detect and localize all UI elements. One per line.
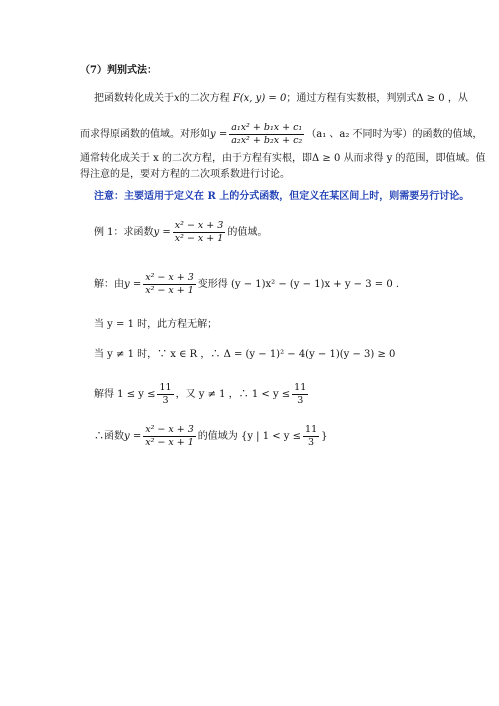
para1-prefix: 把函数转化成关于 (94, 93, 174, 104)
para2-denominator: a₂x² + b₂x + c₂ (231, 135, 303, 146)
para2-fraction (229, 122, 304, 147)
paragraph-3: 通常转化成关于 x 的二次方程，由于方程有实根，即Δ ≥ 0 从而求得 y 的范围，即值域。值 (80, 153, 486, 164)
solve-den-2: 3 (297, 395, 304, 406)
conclusion-numerator: x² − x + 3 (145, 424, 194, 435)
conclusion-num-2: 11 (305, 424, 318, 435)
conclusion-end: } (321, 431, 328, 442)
example-denominator: x² − x + 1 (174, 233, 224, 244)
example-1 (94, 220, 267, 245)
solve-prefix: 解得 1 ≤ y ≤ (94, 389, 156, 400)
para1-equation: F(x, y) = 0 (232, 93, 287, 104)
solution-lhs: y = (124, 279, 142, 290)
para1-mid: 的二次方程 (179, 93, 230, 104)
paragraph-1 (94, 92, 468, 106)
para2-suffix: （a₁ 、a₂ 不同时为零）的函数的值域， (306, 129, 483, 140)
para1-suffix: ；通过方程有实数根，判别式Δ ≥ 0 ，从 (286, 93, 468, 104)
para2-prefix: 而求得原函数的值域。对形如 (80, 129, 210, 140)
conclusion-lhs: y = (124, 431, 142, 442)
example-numerator: x² − x + 3 (174, 220, 224, 231)
solve-fraction-1 (157, 382, 173, 407)
solve-num-1: 11 (159, 382, 172, 393)
conclusion-line (94, 424, 328, 449)
para2-lhs: y = (210, 129, 228, 140)
solution-prefix: 解：由 (94, 279, 124, 290)
conclusion-fraction-2 (303, 424, 319, 449)
para2-numerator: a₁x² + b₁x + c₁ (231, 122, 303, 133)
note-text: 注意：主要适用于定义在 R 上的分式函数，但定义在某区间上时，则需要另行讨论。 (94, 191, 470, 202)
solution-fraction (143, 272, 196, 297)
solve-num-2: 11 (294, 382, 307, 393)
conclusion-fraction (143, 424, 196, 449)
conclusion-denominator: x² − x + 1 (145, 437, 194, 448)
solve-mid: ，又 y ≠ 1 ，∴ 1 < y ≤ (175, 389, 291, 400)
case-y-equals-1: 当 y = 1 时，此方程无解； (94, 319, 218, 330)
example-lhs: y = (153, 227, 171, 238)
conclusion-mid: 的值域为 {y | 1 < y ≤ (197, 431, 302, 442)
solve-den-1: 3 (162, 395, 169, 406)
case-y-not-1: 当 y ≠ 1 时，∵ x ∈ R ，∴ Δ = (y − 1)² − 4(y − 1)(y − 3) ≥ 0 (94, 349, 396, 360)
example-prefix: 例 1：求函数 (94, 227, 154, 238)
solution-line (94, 272, 399, 297)
para1-var-x: x (174, 93, 180, 104)
paragraph-4: 得注意的是，要对方程的二次项系数进行讨论。 (80, 169, 290, 180)
section-heading: （7）判别式法： (80, 65, 157, 76)
paragraph-2 (80, 122, 483, 147)
solution-suffix: 变形得 (y − 1)x² − (y − 1)x + y − 3 = 0 . (197, 279, 400, 290)
solve-fraction-2 (292, 382, 308, 407)
solution-denominator: x² − x + 1 (145, 285, 194, 296)
example-fraction (173, 220, 226, 245)
example-suffix: 的值域。 (227, 227, 268, 238)
conclusion-prefix: ∴函数 (94, 431, 124, 442)
conclusion-den-2: 3 (308, 437, 315, 448)
solve-line (94, 382, 310, 407)
solution-numerator: x² − x + 3 (145, 272, 194, 283)
